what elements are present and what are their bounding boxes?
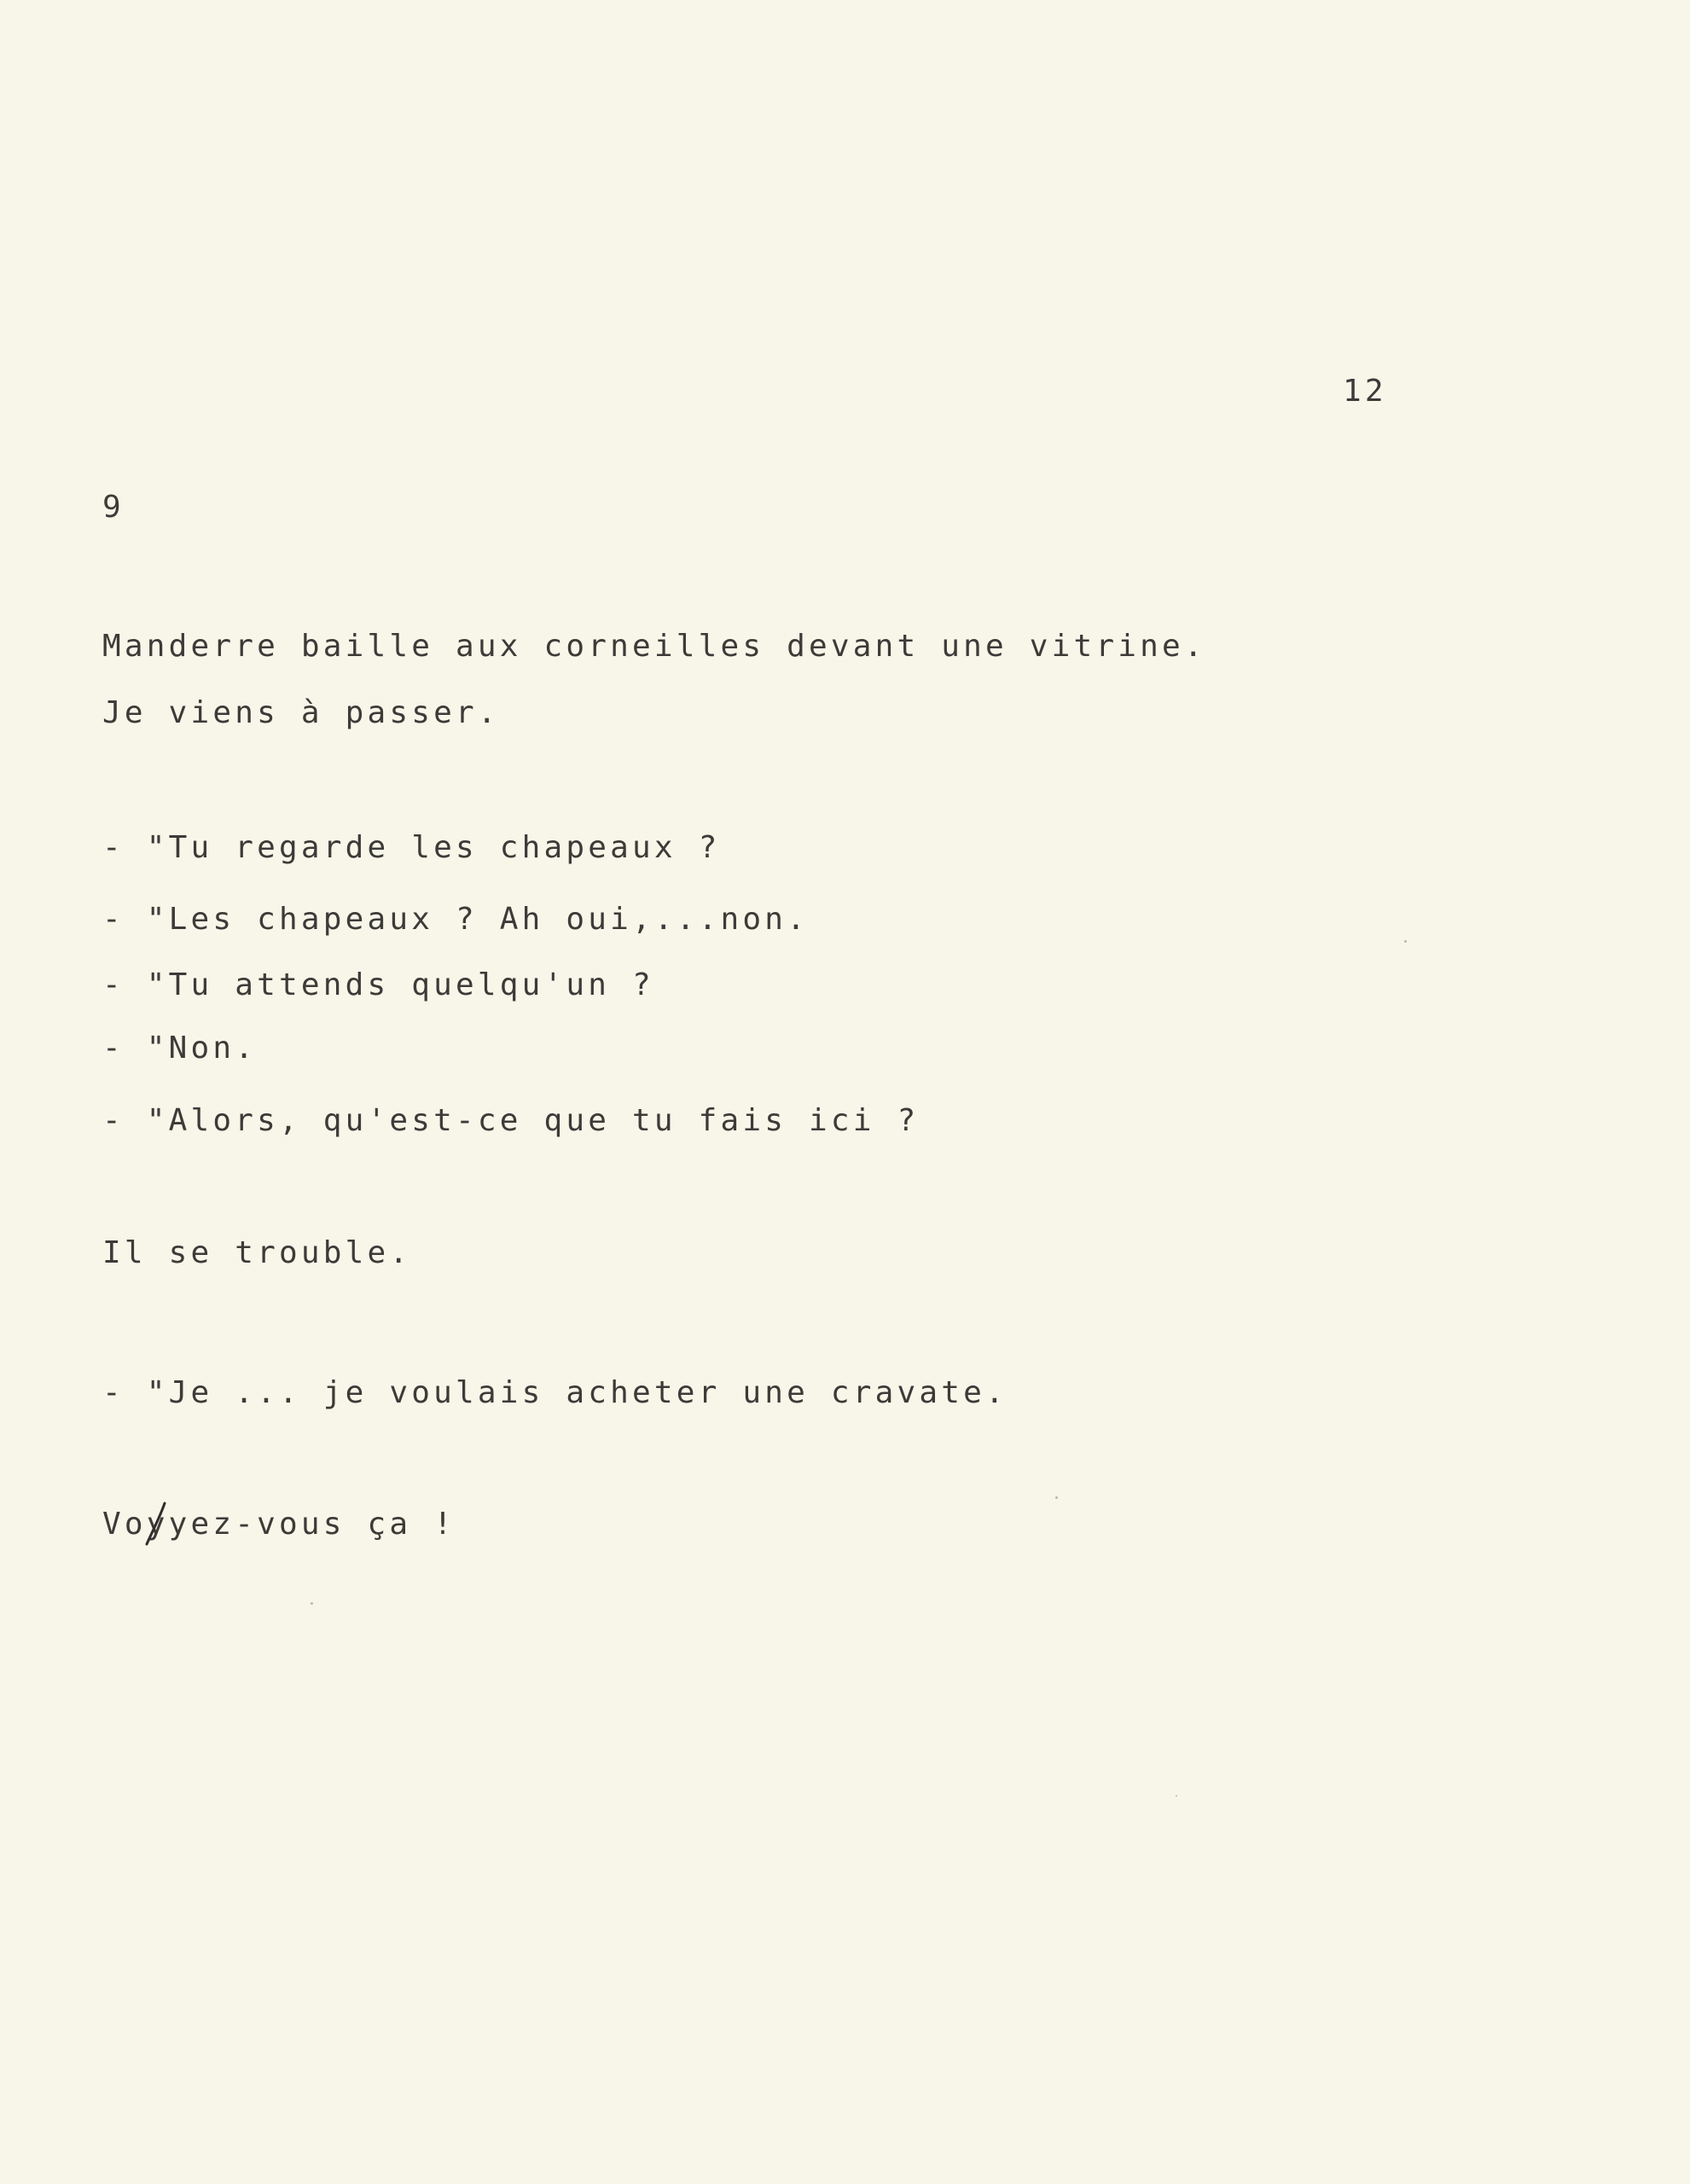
page-number: 12	[1343, 374, 1387, 409]
dialogue-line: - "Tu attends quelqu'un ?	[102, 967, 654, 1002]
narration-line: Manderre baille aux corneilles devant une vitrine.	[102, 629, 1206, 664]
narration-line: Il se trouble.	[102, 1235, 412, 1270]
struck-letter-text: y	[146, 1507, 169, 1542]
paper-speck	[1055, 1496, 1058, 1499]
paper-speck	[1404, 940, 1407, 943]
dialogue-line: - "Les chapeaux ? Ah oui,...non.	[102, 902, 809, 937]
closing-text-after: yez-vous ça !	[168, 1507, 456, 1542]
narration-line: Je viens à passer.	[102, 695, 500, 730]
handwritten-strike-mark	[143, 1501, 169, 1547]
dialogue-line: - "Non.	[102, 1031, 258, 1066]
dialogue-line: - "Alors, qu'est-ce que tu fais ici ?	[102, 1103, 920, 1138]
section-number: 9	[102, 490, 125, 525]
dialogue-line: - "Tu regarde les chapeaux ?	[102, 830, 721, 865]
struck-out-letter	[147, 1506, 169, 1543]
paper-speck	[311, 1602, 313, 1605]
paper-speck	[1176, 1795, 1177, 1797]
closing-exclamation	[102, 1506, 456, 1543]
dialogue-line: - "Je ... je voulais acheter une cravate.	[102, 1375, 1008, 1410]
closing-text-before: Vo	[102, 1507, 147, 1542]
